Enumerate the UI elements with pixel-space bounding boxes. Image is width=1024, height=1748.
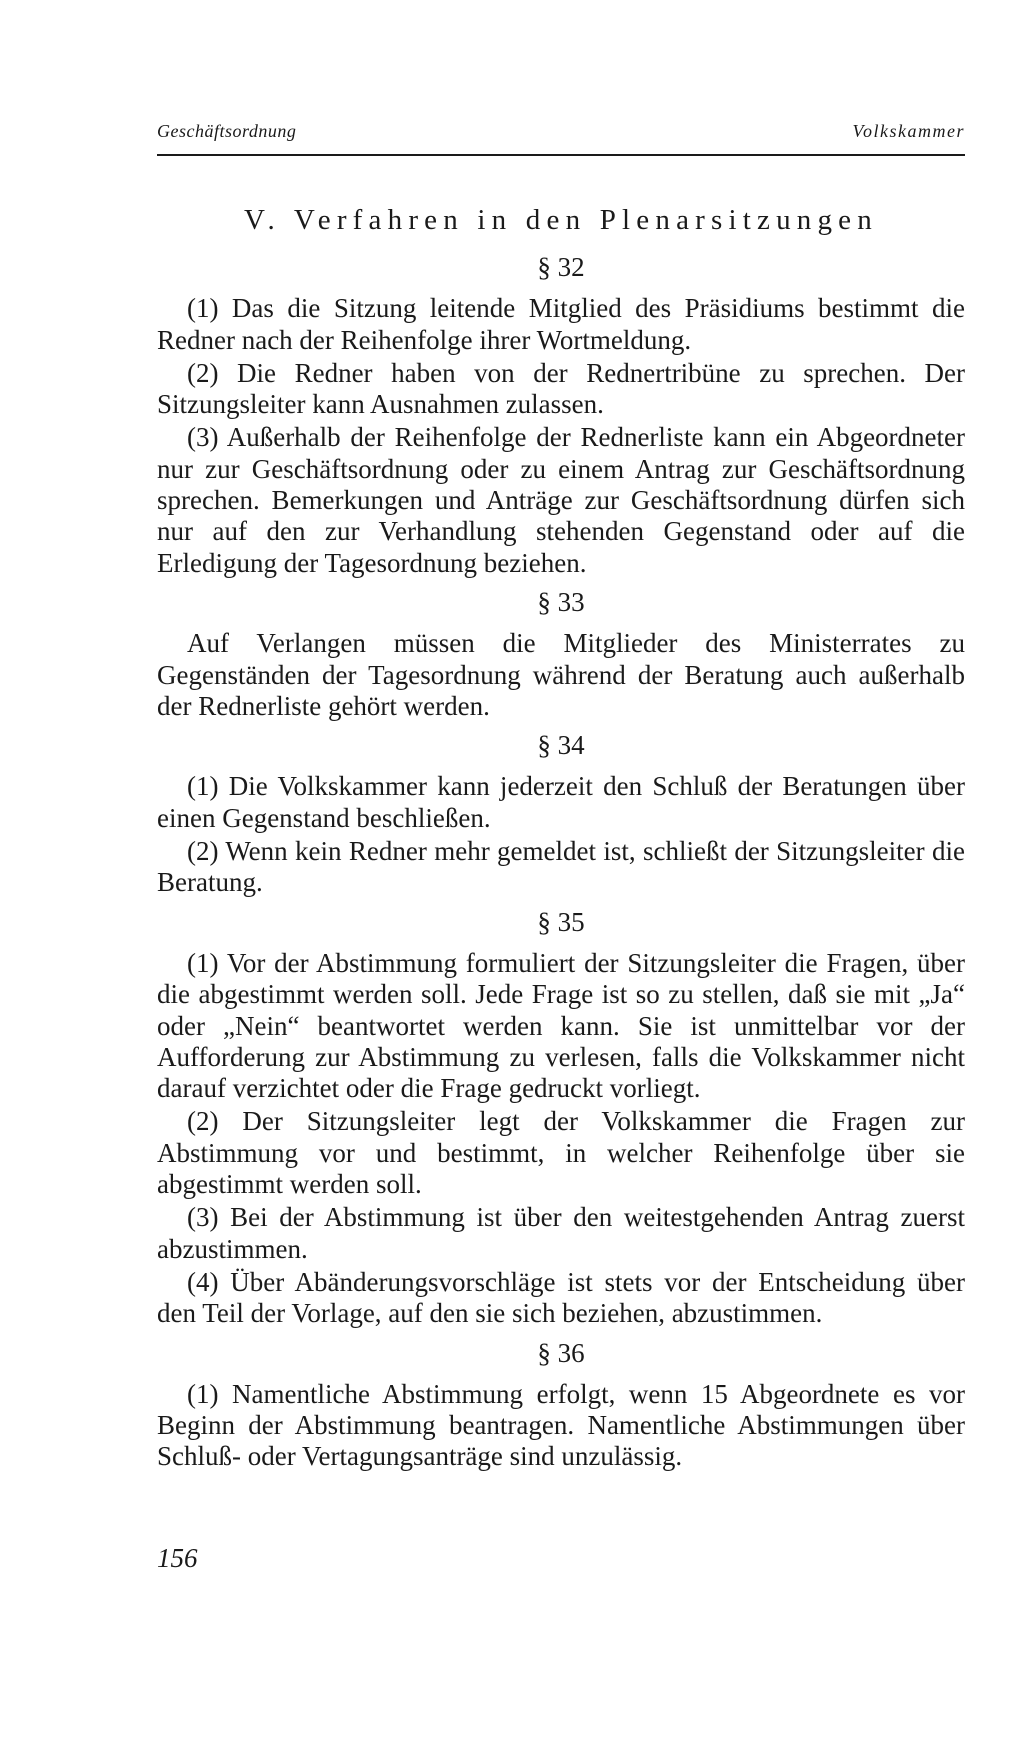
chapter-title: V. Verfahren in den Plenarsitzungen bbox=[244, 204, 878, 236]
header-right: Volkskammer bbox=[852, 121, 965, 141]
paragraph: (1) Namentliche Abstimmung erfolgt, wenn 15 Abgeordnete es vor Beginn der Abstimmung beantragen. Namentliche Abstimmungen über Schluß- oder Vertagungsanträge sind unzulässig. bbox=[157, 1378, 965, 1472]
paragraph: (2) Der Sitzungsleiter legt der Volkskammer die Fragen zur Abstimmung vor und bestimmt, in welcher Reihenfolge über sie abgestimmt werden soll. bbox=[157, 1106, 965, 1200]
header-left: Geschäftsordnung bbox=[157, 121, 297, 141]
paragraph: (3) Außerhalb der Reihenfolge der Rednerliste kann ein Abgeordneter nur zur Geschäftsordnung oder zu einem Antrag zur Geschäftsordnung sprechen. Bemerkungen und Anträge zur Geschäftsordnung dürfen sich nur auf den zur Verhandlung stehenden Gegenstand oder auf die Erledigung der Tagesordnung beziehen. bbox=[157, 422, 965, 578]
section-heading: § 32 bbox=[537, 252, 585, 282]
section-heading: § 34 bbox=[537, 730, 585, 761]
page-number: 156 bbox=[157, 1543, 198, 1573]
section-heading: § 35 bbox=[537, 906, 585, 937]
paragraph: (1) Vor der Abstimmung formuliert der Sitzungsleiter die Fragen, über die abgestimmt werden soll. Jede Frage ist so zu stellen, daß sie mit „Ja“ oder „Nein“ beantwortet werden kann. Sie ist unmittelbar vor der Aufforderung zur Abstimmung zu verlesen, falls die Volkskammer nicht darauf verzichtet oder die Frage gedruckt vorliegt. bbox=[157, 947, 965, 1104]
paragraph: (2) Die Redner haben von der Rednertribüne zu sprechen. Der Sitzungsleiter kann Ausnahmen zulassen. bbox=[157, 357, 965, 420]
body-text bbox=[157, 252, 965, 1475]
paragraph: (2) Wenn kein Redner mehr gemeldet ist, schließt der Sitzungsleiter die Beratung. bbox=[157, 836, 965, 898]
paragraph: Auf Verlangen müssen die Mitglieder des Ministerrates zu Gegenständen der Tagesordnung während der Beratung auch außerhalb der Rednerliste gehört werden. bbox=[157, 628, 965, 721]
paragraph: (1) Die Volkskammer kann jederzeit den Schluß der Beratungen über einen Gegenstand beschließen. bbox=[157, 771, 965, 833]
paragraph: (1) Das die Sitzung leitende Mitglied des Präsidiums bestimmt die Redner nach der Reihenfolge ihrer Wortmeldung. bbox=[157, 293, 965, 355]
paragraph: (4) Über Abänderungsvorschläge ist stets vor der Entscheidung über den Teil der Vorlage, auf den sie sich beziehen, abzustimmen. bbox=[157, 1266, 965, 1329]
header-rule bbox=[157, 154, 965, 156]
section-heading: § 33 bbox=[537, 586, 585, 617]
section-heading: § 36 bbox=[537, 1337, 585, 1368]
paragraph: (3) Bei der Abstimmung ist über den weitestgehenden Antrag zuerst abzustimmen. bbox=[157, 1202, 965, 1264]
